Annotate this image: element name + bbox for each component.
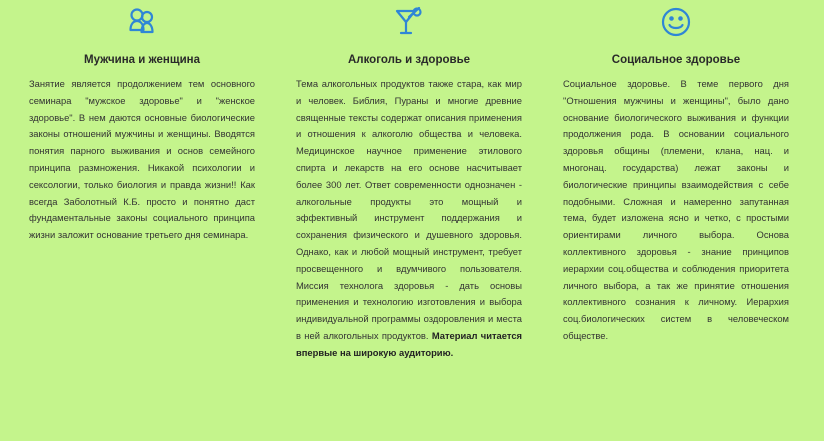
bold-note: Материал читается впервые на широкую аудиторию.	[296, 329, 523, 358]
column-text: Социальное здоровье. В теме первого дня "Отношения мужчины и женщины", было дано основание биологического выживания и функции продолжения рода. В основании социального здоровья общины (племени, клана, нац. и многонац. государства) лежат законы и биологические принципы взаимодействия с себе подобными. Сложная и намеренно запутанная тема, будет изложена ясно и четко, с простыми ориентирами личного выбора. Основа коллективного здоровья - знание принципов иерархии соц.общества и соблюдения приоритета личного выбора, а так же принятие отношения коллективного сознания к личному. Иерархия соц.биологических систем в человеческом обществе.	[563, 78, 789, 341]
column-title: Алкоголь и здоровье	[347, 54, 471, 66]
column-text-body: Тема алкогольных продуктов также стара, как мир и человек. Библия, Пураны и многие древние священные тексты содержат описания применения и отношения к алкоголю общества и человека. Медицинское научное применение этилового спирта и лекарств на его основе насчитывает более 300 лет. Ответ современности однозначен - алкогольные продукты это мощный и эффективный инструмент поддержания и сохранения физического и душевного здоровья. Однако, как и любой мощный инструмент, требует просвещенного и вдумчивого пользователя. Миссия технолога здоровья - дать основы применения и технологию изготовления и выбора индивидуальной программы оздоровления и места в ней алкогольных продуктов.	[296, 78, 522, 341]
column-title: Социальное здоровье	[611, 54, 741, 66]
cocktail-icon	[393, 6, 425, 38]
column-text	[296, 76, 522, 362]
smiley-icon	[660, 6, 692, 38]
couple-icon	[126, 6, 158, 38]
column-title: Мужчина и женщина	[84, 54, 200, 66]
column-text: Занятие является продолжением тем основного семинара "мужское здоровье" и "женское здоровье". В нем даются основные биологические законы отношений мужчины и женщины. Вводятся понятия парного выживания и основ семейного принципа размножения. Никакой психологии и сексологии, только биология и правда жизни!! Как всегда Заболотный К.Б. просто и понятно даст фундаментальные законы социального принципа жизни заложит основание третьего дня семинара.	[29, 78, 255, 241]
